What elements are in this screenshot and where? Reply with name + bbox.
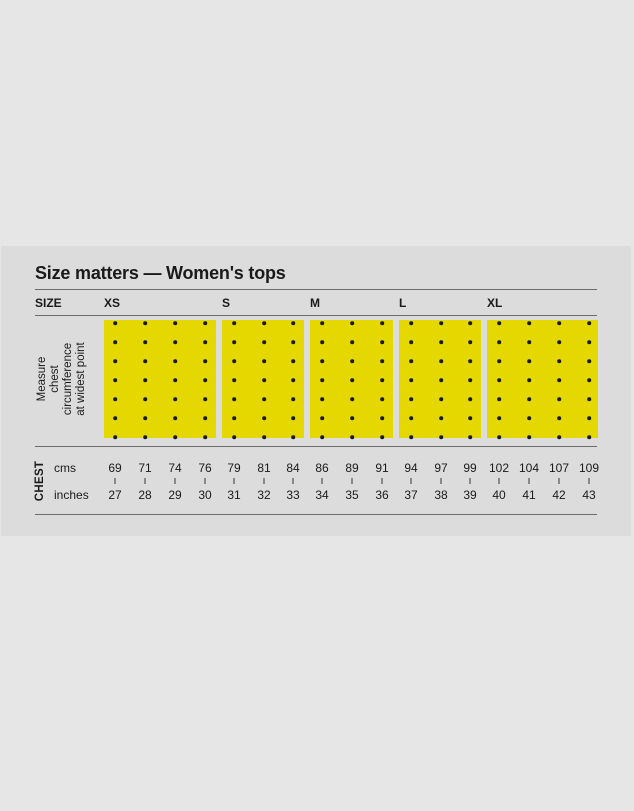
grid-dot: [557, 340, 561, 344]
grid-dot: [439, 321, 443, 325]
inches-value: 38: [434, 488, 448, 502]
grid-dot: [232, 359, 236, 363]
grid-dot: [143, 435, 147, 439]
grid-dot: [291, 340, 295, 344]
grid-dot: [409, 340, 413, 344]
grid-dot: [380, 321, 384, 325]
grid-dot: [587, 416, 591, 420]
grid-dot: [203, 378, 207, 382]
grid-dot: [232, 321, 236, 325]
measure-line-3: circumference: [62, 342, 74, 416]
grid-dot: [320, 397, 324, 401]
cms-value: 69: [108, 461, 122, 475]
size-name-s: S: [222, 296, 231, 310]
grid-dot: [262, 416, 266, 420]
grid-dot: [113, 378, 117, 382]
inches-value: 41: [522, 488, 536, 502]
grid-dot: [173, 321, 177, 325]
grid-dot: [409, 397, 413, 401]
grid-dot: [143, 321, 147, 325]
grid-dot: [143, 378, 147, 382]
size-name-xl: XL: [487, 296, 503, 310]
measure-tick: [589, 478, 590, 484]
grid-dot: [262, 359, 266, 363]
grid-dot: [291, 435, 295, 439]
size-name-xs: XS: [104, 296, 121, 310]
inches-value: 40: [492, 488, 506, 502]
grid-dot: [468, 378, 472, 382]
grid-dot: [113, 416, 117, 420]
grid-dot: [143, 397, 147, 401]
grid-dot: [527, 378, 531, 382]
grid-dot: [527, 321, 531, 325]
grid-dot: [468, 397, 472, 401]
measure-tick: [322, 478, 323, 484]
grid-dot: [380, 397, 384, 401]
cms-value: 84: [286, 461, 300, 475]
grid-dot: [291, 378, 295, 382]
inches-value: 37: [404, 488, 418, 502]
grid-dot: [497, 359, 501, 363]
grid-dot: [203, 416, 207, 420]
measure-tick: [441, 478, 442, 484]
grid-dot: [320, 359, 324, 363]
chart-title: Size matters — Women's tops: [35, 263, 286, 283]
inches-value: 35: [345, 488, 359, 502]
inches-value: 31: [227, 488, 241, 502]
grid-dot: [350, 397, 354, 401]
inches-value: 34: [315, 488, 329, 502]
grid-dot: [527, 416, 531, 420]
grid-dot: [497, 340, 501, 344]
grid-dot: [409, 416, 413, 420]
measure-tick: [559, 478, 560, 484]
measure-tick: [115, 478, 116, 484]
inches-value: 36: [375, 488, 389, 502]
size-name-l: L: [399, 296, 407, 310]
unit-cms-label: cms: [54, 461, 76, 475]
header-divider: [35, 315, 597, 316]
grid-dot: [439, 397, 443, 401]
grid-dot: [320, 378, 324, 382]
grid-dot: [350, 378, 354, 382]
inches-value: 27: [108, 488, 122, 502]
size-block-xs: [104, 320, 216, 438]
measure-tick: [411, 478, 412, 484]
grid-dot: [557, 359, 561, 363]
bottom-divider: [35, 514, 597, 515]
inches-value: 42: [552, 488, 566, 502]
measure-tick: [205, 478, 206, 484]
grid-dot: [113, 340, 117, 344]
grid-dot: [203, 435, 207, 439]
grid-dot: [262, 397, 266, 401]
top-divider: [35, 289, 597, 290]
grid-dot: [439, 359, 443, 363]
grid-dot: [113, 397, 117, 401]
grid-dot: [468, 416, 472, 420]
cms-value: 97: [434, 461, 448, 475]
grid-dot: [380, 340, 384, 344]
grid-dot: [468, 359, 472, 363]
grid-dot: [557, 321, 561, 325]
grid-dot: [557, 378, 561, 382]
grid-dot: [497, 321, 501, 325]
grid-dot: [409, 435, 413, 439]
grid-dot: [262, 435, 266, 439]
cms-value: 81: [257, 461, 271, 475]
grid-dot: [113, 435, 117, 439]
cms-value: 79: [227, 461, 241, 475]
grid-dot: [232, 435, 236, 439]
cms-value: 76: [198, 461, 212, 475]
grid-dot: [232, 340, 236, 344]
grid-dot: [380, 359, 384, 363]
measure-tick: [175, 478, 176, 484]
grid-dot: [497, 416, 501, 420]
chest-label-text: CHEST: [34, 460, 46, 502]
grid-dot: [409, 378, 413, 382]
grid-dot: [468, 340, 472, 344]
grid-dot: [350, 321, 354, 325]
grid-dot: [173, 397, 177, 401]
grid-dot: [587, 340, 591, 344]
grid-dot: [291, 397, 295, 401]
cms-value: 71: [138, 461, 152, 475]
cms-value: 102: [488, 461, 510, 475]
grid-dot: [587, 435, 591, 439]
cms-value: 99: [463, 461, 477, 475]
grid-dot: [113, 321, 117, 325]
grid-dot: [320, 435, 324, 439]
grid-dot: [320, 340, 324, 344]
measure-tick: [264, 478, 265, 484]
grid-dot: [320, 416, 324, 420]
measure-tick: [470, 478, 471, 484]
grid-dot: [350, 359, 354, 363]
grid-dot: [291, 321, 295, 325]
grid-dot: [291, 416, 295, 420]
measure-tick: [499, 478, 500, 484]
grid-dot: [143, 359, 147, 363]
cms-value: 104: [518, 461, 540, 475]
grid-dot: [409, 321, 413, 325]
grid-dot: [291, 359, 295, 363]
grid-dot: [143, 416, 147, 420]
grid-dot: [173, 416, 177, 420]
grid-dot: [350, 340, 354, 344]
grid-dot: [262, 378, 266, 382]
grid-dot: [380, 416, 384, 420]
grid-dot: [173, 378, 177, 382]
grid-dot: [587, 397, 591, 401]
grid-dot: [232, 416, 236, 420]
grid-dot: [203, 321, 207, 325]
measure-tick: [352, 478, 353, 484]
measure-line-4: at widest point: [75, 342, 87, 416]
measure-tick: [234, 478, 235, 484]
grid-dot: [587, 359, 591, 363]
grid-dot: [143, 340, 147, 344]
cms-value: 74: [168, 461, 182, 475]
grid-dot: [173, 359, 177, 363]
grid-dot: [527, 397, 531, 401]
grid-divider: [35, 446, 597, 447]
grid-dot: [439, 435, 443, 439]
grid-dot: [203, 397, 207, 401]
size-header-label: SIZE: [35, 296, 62, 310]
inches-value: 32: [257, 488, 271, 502]
measure-tick: [529, 478, 530, 484]
inches-value: 29: [168, 488, 182, 502]
measure-tick: [293, 478, 294, 484]
grid-dot: [557, 435, 561, 439]
inches-value: 43: [582, 488, 596, 502]
grid-dot: [203, 359, 207, 363]
inches-value: 28: [138, 488, 152, 502]
grid-dot: [439, 340, 443, 344]
grid-dot: [203, 340, 207, 344]
grid-dot: [409, 359, 413, 363]
grid-dot: [232, 397, 236, 401]
measure-tick: [382, 478, 383, 484]
grid-dot: [527, 359, 531, 363]
grid-dot: [320, 321, 324, 325]
grid-dot: [232, 378, 236, 382]
grid-dot: [350, 435, 354, 439]
cms-value: 91: [375, 461, 389, 475]
cms-value: 86: [315, 461, 329, 475]
grid-dot: [527, 435, 531, 439]
grid-dot: [527, 340, 531, 344]
measure-line-2: chest: [49, 365, 61, 393]
grid-dot: [587, 378, 591, 382]
chest-label: [32, 460, 48, 502]
grid-dot: [587, 321, 591, 325]
cms-value: 94: [404, 461, 418, 475]
size-name-m: M: [310, 296, 320, 310]
grid-dot: [113, 359, 117, 363]
cms-value: 107: [548, 461, 570, 475]
grid-dot: [497, 397, 501, 401]
grid-dot: [497, 435, 501, 439]
grid-dot: [468, 321, 472, 325]
grid-dot: [350, 416, 354, 420]
inches-value: 30: [198, 488, 212, 502]
grid-dot: [557, 397, 561, 401]
cms-value: 109: [578, 461, 600, 475]
grid-dot: [173, 340, 177, 344]
grid-dot: [173, 435, 177, 439]
cms-value: 89: [345, 461, 359, 475]
inches-value: 39: [463, 488, 477, 502]
measure-tick: [145, 478, 146, 484]
grid-dot: [380, 435, 384, 439]
grid-dot: [557, 416, 561, 420]
grid-dot: [380, 378, 384, 382]
grid-dot: [262, 321, 266, 325]
grid-dot: [439, 416, 443, 420]
measure-line-1: Measure: [36, 356, 48, 402]
size-block-xl: [487, 320, 598, 438]
grid-dot: [439, 378, 443, 382]
measure-instruction: [30, 316, 94, 442]
inches-value: 33: [286, 488, 300, 502]
grid-dot: [497, 378, 501, 382]
grid-dot: [468, 435, 472, 439]
grid-dot: [262, 340, 266, 344]
unit-inches-label: inches: [54, 488, 89, 502]
